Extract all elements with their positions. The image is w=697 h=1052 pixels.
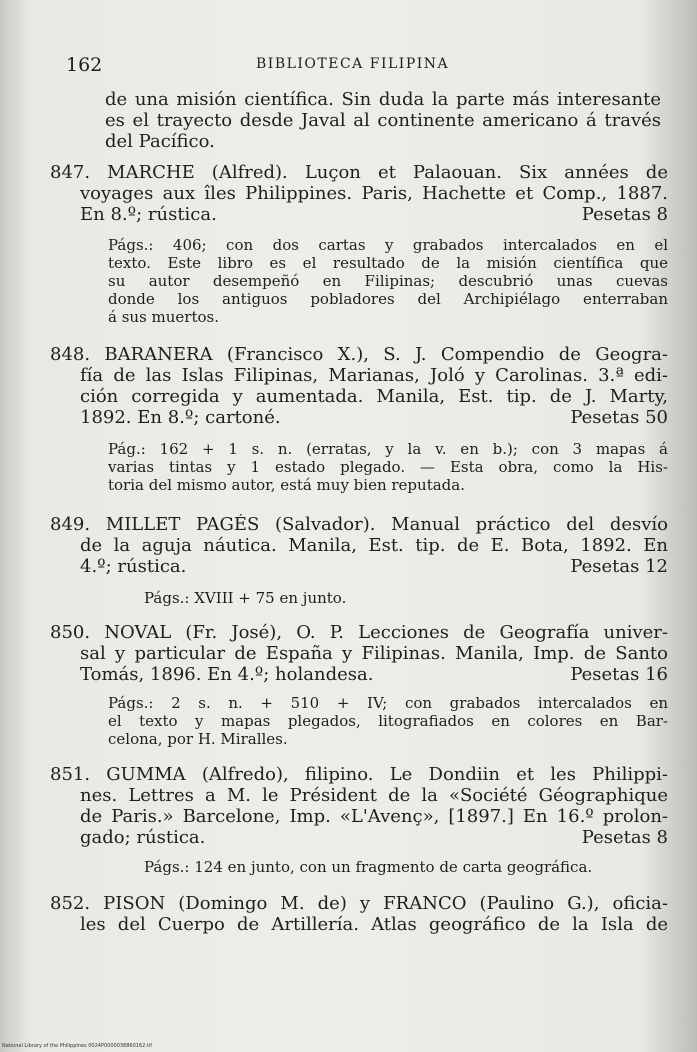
entry-last-line	[50, 204, 668, 225]
running-header	[56, 52, 656, 80]
entry-binding: Tomás, 1896. En 4.º; holandesa.	[80, 664, 374, 685]
text-line: es el trayecto desde Javal al continente americano á través	[105, 110, 661, 131]
entry-binding: gado; rústica.	[80, 827, 206, 848]
note-line: texto. Este libro es el resultado de la misión científica que	[108, 254, 668, 272]
page-number: 162	[66, 54, 103, 76]
note-line: toria del mismo autor, está muy bien reputada.	[108, 476, 465, 494]
entry-last-line	[50, 827, 668, 848]
entry-line: nes. Lettres a M. le Président de la «Société Géographique	[80, 785, 668, 806]
entry-price: Pesetas 16	[570, 664, 668, 685]
note-line: Págs.: XVIII + 75 en junto.	[144, 589, 347, 607]
note-line: Pág.: 162 + 1 s. n. (erratas, y la v. en b.); con 3 mapas á	[108, 440, 668, 458]
entry-850	[50, 622, 668, 685]
entry-line: fía de las Islas Filipinas, Marianas, Joló y Carolinas. 3.ª edi-	[80, 365, 668, 386]
entry-last-line	[50, 664, 668, 685]
entry-line: 850. NOVAL (Fr. José), O. P. Lecciones de Geografía univer-	[50, 622, 668, 643]
note-line: donde los antiguos pobladores del Archipiélago enterraban	[108, 290, 668, 308]
entry-price: Pesetas 12	[570, 556, 668, 577]
entry-line: 852. PISON (Domingo M. de) y FRANCO (Paulino G.), oficia-	[50, 893, 668, 914]
entry-price: Pesetas 8	[581, 204, 668, 225]
entry-line: ción corregida y aumentada. Manila, Est. tip. de J. Marty,	[80, 386, 668, 407]
entry-binding: En 8.º; rústica.	[80, 204, 217, 225]
entry-last-line	[50, 407, 668, 428]
entry-848	[50, 344, 668, 428]
entry-line: voyages aux îles Philippines. Paris, Hachette et Comp., 1887.	[80, 183, 668, 204]
entry-last-line	[50, 556, 668, 577]
entry-line: 851. GUMMA (Alfredo), filipino. Le Dondiin et les Philippi-	[50, 764, 668, 785]
entry-binding: 1892. En 8.º; cartoné.	[80, 407, 281, 428]
note-line: Págs.: 124 en junto, con un fragmento de carta geográfica.	[144, 858, 593, 876]
entry-852	[50, 893, 668, 935]
entry-847	[50, 162, 668, 225]
text-line: del Pacífico.	[105, 131, 215, 152]
note-851	[144, 858, 672, 876]
entry-line: de la aguja náutica. Manila, Est. tip. de E. Bota, 1892. En	[80, 535, 668, 556]
note-850	[108, 694, 668, 748]
entry-line: les del Cuerpo de Artillería. Atlas geográfico de la Isla de	[80, 914, 668, 935]
entry-line: sal y particular de España y Filipinas. Manila, Imp. de Santo	[80, 643, 668, 664]
note-line: Págs.: 406; con dos cartas y grabados intercalados en el	[108, 236, 668, 254]
entry-price: Pesetas 8	[581, 827, 668, 848]
note-848	[108, 440, 668, 494]
note-line: celona, por H. Miralles.	[108, 730, 288, 748]
note-849	[144, 589, 697, 607]
entry-849	[50, 514, 668, 577]
running-title: BIBLIOTECA FILIPINA	[256, 56, 450, 72]
entry-851	[50, 764, 668, 848]
entry-line: 847. MARCHE (Alfred). Luçon et Palaouan. Six années de	[50, 162, 668, 183]
text-line: de una misión científica. Sin duda la parte más interesante	[105, 89, 661, 110]
note-line: su autor desempeñó en Filipinas; descubrió unas cuevas	[108, 272, 668, 290]
note-line: el texto y mapas plegados, litografiados en colores en Bar-	[108, 712, 668, 730]
scan-footer: National Library of the Philippines 0024P0000038860162.tif	[2, 1043, 153, 1049]
entry-line: 849. MILLET PAGÉS (Salvador). Manual práctico del desvío	[50, 514, 668, 535]
entry-price: Pesetas 50	[570, 407, 668, 428]
entry-line: de Paris.» Barcelone, Imp. «L'Avenç», [1897.] En 16.º prolon-	[80, 806, 668, 827]
entry-line: 848. BARANERA (Francisco X.), S. J. Compendio de Geogra-	[50, 344, 668, 365]
continuation-paragraph	[105, 89, 661, 152]
note-line: á sus muertos.	[108, 308, 219, 326]
entry-binding: 4.º; rústica.	[80, 556, 187, 577]
note-line: Págs.: 2 s. n. + 510 + IV; con grabados intercalados en	[108, 694, 668, 712]
note-line: varias tintas y 1 estado plegado. — Esta obra, como la His-	[108, 458, 668, 476]
note-847	[108, 236, 668, 326]
